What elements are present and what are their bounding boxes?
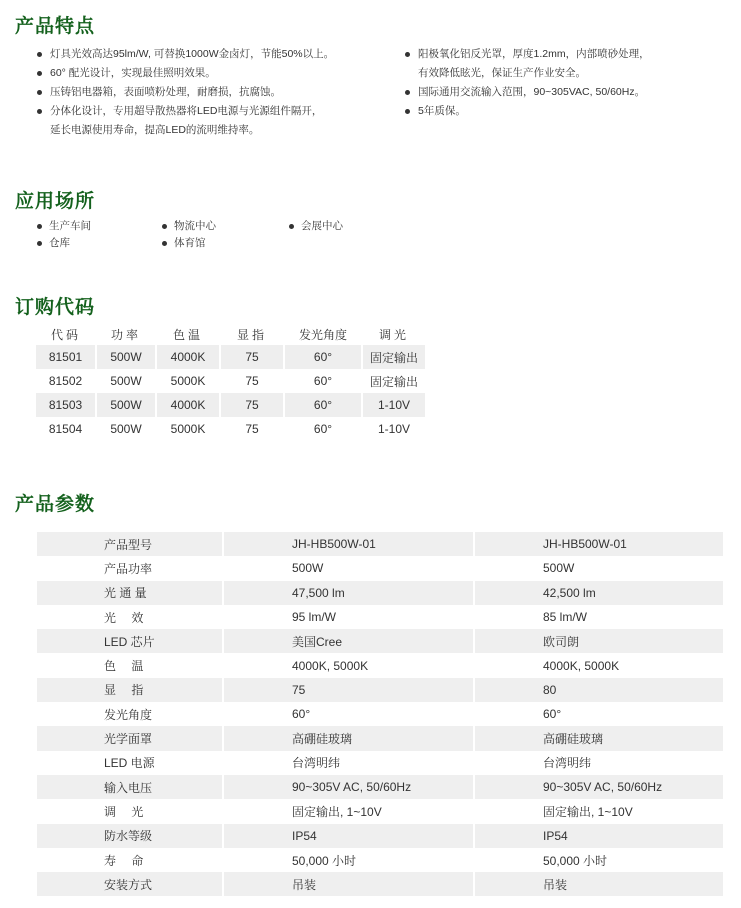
bullet-icon (405, 52, 410, 57)
order-cell: 75 (220, 417, 284, 441)
order-cell: 1-10V (362, 417, 426, 441)
features-list-left (34, 45, 404, 140)
param-label: 显 指 (37, 678, 223, 702)
param-value: 75 (223, 678, 474, 702)
order-cell: 60° (284, 369, 362, 393)
param-value: 美国Cree (223, 629, 474, 653)
param-value: 50,000 小时 (223, 848, 474, 872)
application-item (34, 235, 70, 251)
order-cell: 4000K (156, 393, 220, 417)
order-header-cell: 代码 (50, 327, 81, 342)
table-row (36, 417, 426, 441)
table-row (37, 751, 723, 775)
feature-item (34, 83, 404, 102)
table-row (36, 369, 426, 393)
application-text: 会展中心 (301, 220, 343, 232)
param-label: 光 通 量 (37, 581, 223, 605)
order-cell: 60° (284, 417, 362, 441)
param-label: LED 芯片 (37, 629, 223, 653)
order-cell: 81501 (36, 345, 96, 369)
feature-text: 分体化设计，专用超导散热器将LED电源与光源组件隔开， (50, 105, 323, 117)
application-text: 仓库 (49, 237, 70, 249)
param-value: IP54 (223, 824, 474, 848)
param-value: JH-HB500W-01 (223, 532, 474, 556)
param-value: 50,000 小时 (474, 848, 723, 872)
table-row (37, 629, 723, 653)
table-row (37, 653, 723, 677)
bullet-icon (289, 224, 294, 229)
param-label: 光 效 (37, 605, 223, 629)
order-cell: 75 (220, 345, 284, 369)
param-label: 输入电压 (37, 775, 223, 799)
table-row (37, 678, 723, 702)
param-value: 500W (223, 556, 474, 580)
order-header-cell: 调光 (378, 327, 409, 342)
order-cell: 固定输出 (362, 345, 426, 369)
order-cell: 60° (284, 345, 362, 369)
param-label: 产品功率 (37, 556, 223, 580)
bullet-icon (37, 241, 42, 246)
bullet-icon (405, 90, 410, 95)
order-cell: 60° (284, 393, 362, 417)
feature-item (402, 83, 732, 102)
feature-text: 灯具光效高达95lm/W, 可替换1000W金卤灯，节能50%以上。 (50, 48, 335, 60)
order-header-row (36, 323, 426, 345)
param-value: 固定输出, 1~10V (223, 799, 474, 823)
param-value: 4000K, 5000K (474, 653, 723, 677)
feature-item (34, 45, 404, 64)
feature-text: 国际通用交流输入范围，90~305VAC, 50/60Hz。 (418, 86, 646, 98)
param-label: 发光角度 (37, 702, 223, 726)
order-cell: 500W (96, 417, 156, 441)
application-text: 体育馆 (174, 237, 206, 249)
param-value: 4000K, 5000K (223, 653, 474, 677)
application-text: 生产车间 (49, 220, 91, 232)
order-cell: 5000K (156, 369, 220, 393)
feature-text: 阳极氧化铝反光罩，厚度1.2mm，内部喷砂处理， (418, 48, 650, 60)
feature-item (402, 102, 732, 121)
application-item (159, 235, 206, 251)
order-cell: 500W (96, 369, 156, 393)
order-header-cell: 功率 (110, 327, 141, 342)
bullet-icon (37, 52, 42, 57)
table-row (37, 775, 723, 799)
param-label: 安装方式 (37, 872, 223, 896)
order-header-cell: 发光角度 (298, 327, 347, 342)
feature-item (34, 64, 404, 83)
param-value: 95 lm/W (223, 605, 474, 629)
table-row (37, 726, 723, 750)
param-value: 90~305V AC, 50/60Hz (474, 775, 723, 799)
table-row (37, 532, 723, 556)
table-row (37, 872, 723, 896)
param-value: 高硼硅玻璃 (474, 726, 723, 750)
param-label: 寿 命 (37, 848, 223, 872)
order-cell: 81503 (36, 393, 96, 417)
order-cell: 75 (220, 369, 284, 393)
table-row (37, 581, 723, 605)
feature-item (402, 45, 732, 83)
param-label: 防水等级 (37, 824, 223, 848)
feature-text: 压铸铝电器箱，表面喷粉处理，耐磨损，抗腐蚀。 (50, 86, 281, 98)
param-value: 高硼硅玻璃 (223, 726, 474, 750)
order-header-cell: 色温 (172, 327, 203, 342)
order-cell: 500W (96, 345, 156, 369)
param-value: 台湾明纬 (474, 751, 723, 775)
param-value: 吊装 (223, 872, 474, 896)
table-row (37, 702, 723, 726)
feature-text-continued: 延长电源使用寿命，提高LED的流明维持率。 (50, 124, 260, 136)
param-value: IP54 (474, 824, 723, 848)
table-row (37, 824, 723, 848)
param-label: LED 电源 (37, 751, 223, 775)
order-table (36, 323, 427, 441)
feature-text: 5年质保。 (418, 105, 466, 117)
param-value: 42,500 lm (474, 581, 723, 605)
params-table (37, 532, 723, 896)
order-cell: 81502 (36, 369, 96, 393)
order-cell: 1-10V (362, 393, 426, 417)
order-cell: 81504 (36, 417, 96, 441)
param-label: 光学面罩 (37, 726, 223, 750)
order-cell: 500W (96, 393, 156, 417)
table-row (37, 605, 723, 629)
param-value: 90~305V AC, 50/60Hz (223, 775, 474, 799)
param-value: 欧司朗 (474, 629, 723, 653)
application-text: 物流中心 (174, 220, 216, 232)
table-row (37, 799, 723, 823)
bullet-icon (162, 224, 167, 229)
param-value: 固定输出, 1~10V (474, 799, 723, 823)
param-value: 47,500 lm (223, 581, 474, 605)
application-item (34, 218, 91, 234)
order-cell: 4000K (156, 345, 220, 369)
feature-text: 60° 配光设计，实现最佳照明效果。 (50, 67, 216, 79)
param-value: 60° (474, 702, 723, 726)
bullet-icon (37, 90, 42, 95)
param-value: 85 lm/W (474, 605, 723, 629)
order-header-cell: 显指 (236, 327, 267, 342)
bullet-icon (37, 109, 42, 114)
features-title: 产品特点 (15, 16, 96, 37)
application-item (159, 218, 216, 234)
order-cell: 固定输出 (362, 369, 426, 393)
param-value: 500W (474, 556, 723, 580)
order-cell: 75 (220, 393, 284, 417)
applications-title: 应用场所 (15, 191, 96, 212)
bullet-icon (162, 241, 167, 246)
param-label: 产品型号 (37, 532, 223, 556)
feature-item (34, 102, 404, 140)
param-value: 吊装 (474, 872, 723, 896)
table-row (37, 556, 723, 580)
param-value: JH-HB500W-01 (474, 532, 723, 556)
order-cell: 5000K (156, 417, 220, 441)
order-title: 订购代码 (15, 297, 96, 318)
param-label: 调 光 (37, 799, 223, 823)
bullet-icon (37, 71, 42, 76)
param-value: 60° (223, 702, 474, 726)
param-value: 台湾明纬 (223, 751, 474, 775)
params-title: 产品参数 (15, 494, 96, 515)
bullet-icon (37, 224, 42, 229)
table-row (36, 393, 426, 417)
param-label: 色 温 (37, 653, 223, 677)
feature-text-continued: 有效降低眩光，保证生产作业安全。 (418, 67, 586, 79)
param-value: 80 (474, 678, 723, 702)
application-item (286, 218, 343, 234)
features-list-right (402, 45, 732, 121)
table-row (36, 345, 426, 369)
table-row (37, 848, 723, 872)
bullet-icon (405, 109, 410, 114)
